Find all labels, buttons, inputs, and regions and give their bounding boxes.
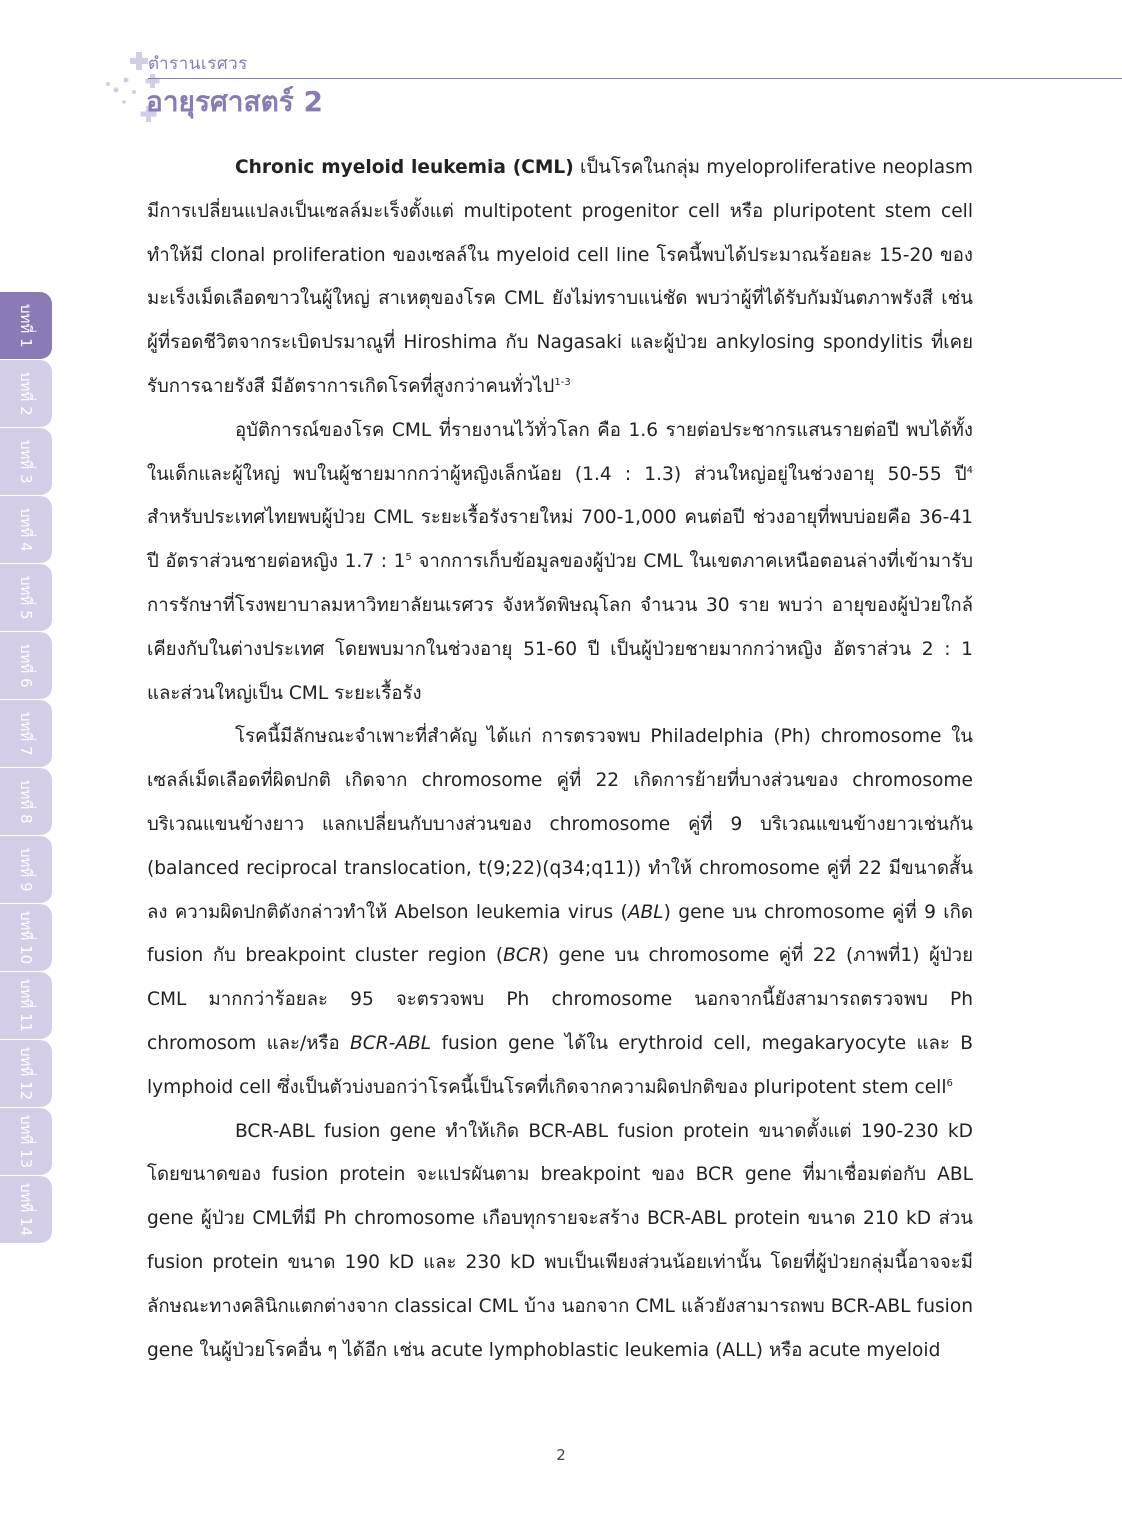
paragraph-3: โรคนี้มีลักษณะจำเพาะที่สำคัญ ได้แก่ การตรวจพบ Philadelphia (Ph) chromosome ในเซลล์เม็ดเลือดที่ผิดปกติ เกิดจาก chromosome คู่ที่ 22 เกิดการย้ายที่บางส่วนของ chromosome บริเวณแขนข้างยาว แลกเปลี่ยนกับบางส่วนของ chromosome คู่ที่ 9 บริเวณแขนข้างยาวเช่นกัน (balanced reciprocal translocation, t(9;22)(q34;q11)) ทำให้ chromosome คู่ที่ 22 มีขนาดสั้นลง ความผิดปกติดังกล่าวทำให้ Abelson leukemia virus (ABL) gene บน chromosome คู่ที่ 9 เกิด fusion กับ breakpoint cluster region (BCR) gene บน chromosome คู่ที่ 22 (ภาพที่1) ผู้ป่วย CML มากกว่าร้อยละ 95 จะตรวจพบ Ph chromosome นอกจากนี้ยังสามารถตรวจพบ Ph chromosom และ/หรือ BCR-ABL fusion gene ได้ใน erythroid cell, megakaryocyte และ B lymphoid cell ซึ่งเป็นตัวบ่งบอกว่าโรคนี้เป็นโรคที่เกิดจากความผิดปกติของ pluripotent stem cell$^6$ [147,726,973,1098]
chapter-tabs [0,292,52,1244]
citation: 6 [946,1077,953,1089]
gene-abl: ABL [627,901,664,923]
body-text [147,146,973,1386]
header-rule [148,78,1122,79]
series-title: ตำรานเรศวร [148,54,248,74]
tab-chapter-11[interactable]: บทที่ 11 [0,972,52,1040]
term-cml: Chronic myeloid leukemia (CML) [235,157,574,178]
gene-bcr: BCR [503,945,542,967]
tab-chapter-10[interactable]: บทที่ 10 [0,904,52,972]
tab-chapter-2[interactable]: บทที่ 2 [0,360,52,428]
tab-chapter-13[interactable]: บทที่ 13 [0,1108,52,1176]
tab-chapter-6[interactable]: บทที่ 6 [0,632,52,700]
gene-bcr-abl: BCR-ABL [349,1032,432,1054]
tab-chapter-7[interactable]: บทที่ 7 [0,700,52,768]
citation: 5 [405,551,412,563]
paragraph-1: Chronic myeloid leukemia (CML) เป็นโรคในกลุ่ม myeloproliferative neoplasm มีการเปลี่ยนแปลงเป็นเซลล์มะเร็งตั้งแต่ multipotent progenitor cell หรือ pluripotent stem cell ทำให้มี clonal proliferation ของเซลล์ใน myeloid cell line โรคนี้พบได้ประมาณร้อยละ 15-20 ของมะเร็งเม็ดเลือดขาวในผู้ใหญ่ สาเหตุของโรค CML ยังไม่ทราบแน่ชัด พบว่าผู้ที่ได้รับกัมมันตภาพรังสี เช่น ผู้ที่รอดชีวิตจากระเบิดปรมาณูที่ Hiroshima กับ Nagasaki และผู้ป่วย ankylosing spondylitis ที่เคยรับการฉายรังสี มีอัตราการเกิดโรคที่สูงกว่าคนทั่วไป$^{1-3}$ [147,157,973,397]
paragraph-2: อุบัติการณ์ของโรค CML ที่รายงานไว้ทั่วโลก คือ 1.6 รายต่อประชากรแสนรายต่อปี พบได้ทั้งในเด็กและผู้ใหญ่ พบในผู้ชายมากกว่าผู้หญิงเล็กน้อย (1.4 : 1.3) ส่วนใหญ่อยู่ในช่วงอายุ 50-55 ปี$^4$ สำหรับประเทศไทยพบผู้ป่วย CML ระยะเรื้อรังรายใหม่ 700-1,000 คนต่อปี ช่วงอายุที่พบบ่อยคือ 36-41 ปี อัตราส่วนชายต่อหญิง 1.7 : $1^5$ จากการเก็บข้อมูลของผู้ป่วย CML ในเขตภาคเหนือตอนล่างที่เข้ามารับการรักษาที่โรงพยาบาลมหาวิทยาลัยนเรศวร จังหวัดพิษณุโลก จำนวน 30 ราย พบว่า อายุของผู้ป่วยใกล้เคียงกับในต่างประเทศ โดยพบมากในช่วงอายุ 51-60 ปี เป็นผู้ป่วยชายมากกว่าหญิง อัตราส่วน 2 : 1 และส่วนใหญ่เป็น CML ระยะเรื้อรัง [147,419,973,704]
tab-chapter-8[interactable]: บทที่ 8 [0,768,52,836]
book-title: อายุรศาสตร์ 2 [146,85,324,118]
tab-chapter-4[interactable]: บทที่ 4 [0,496,52,564]
citation: 1-3 [554,376,571,388]
tab-chapter-9[interactable]: บทที่ 9 [0,836,52,904]
page-number: 2 [556,1446,566,1464]
tab-chapter-5[interactable]: บทที่ 5 [0,564,52,632]
page-header [100,44,1122,134]
tab-chapter-3[interactable]: บทที่ 3 [0,428,52,496]
paragraph-4: BCR-ABL fusion gene ทำให้เกิด BCR-ABL fusion protein ขนาดตั้งแต่ 190-230 kD โดยขนาดของ fusion protein จะแปรผันตาม breakpoint ของ BCR gene ที่มาเชื่อมต่อกับ ABL gene ผู้ป่วย CMLที่มี Ph chromosome เกือบทุกรายจะสร้าง BCR-ABL protein ขนาด 210 kD ส่วน fusion protein ขนาด 190 kD และ 230 kD พบเป็นเพียงส่วนน้อยเท่านั้น โดยที่ผู้ป่วยกลุ่มนี้อาจจะมีลักษณะทางคลินิกแตกต่างจาก classical CML บ้าง นอกจาก CML แล้วยังสามารถพบ BCR-ABL fusion gene ในผู้ป่วยโรคอื่น ๆ ได้อีก เช่น acute lymphoblastic leukemia (ALL) หรือ acute myeloid [147,1120,973,1361]
tab-chapter-1[interactable]: บทที่ 1 [0,292,52,360]
citation: 4 [966,464,973,476]
tab-chapter-14[interactable]: บทที่ 14 [0,1176,52,1244]
tab-chapter-12[interactable]: บทที่ 12 [0,1040,52,1108]
